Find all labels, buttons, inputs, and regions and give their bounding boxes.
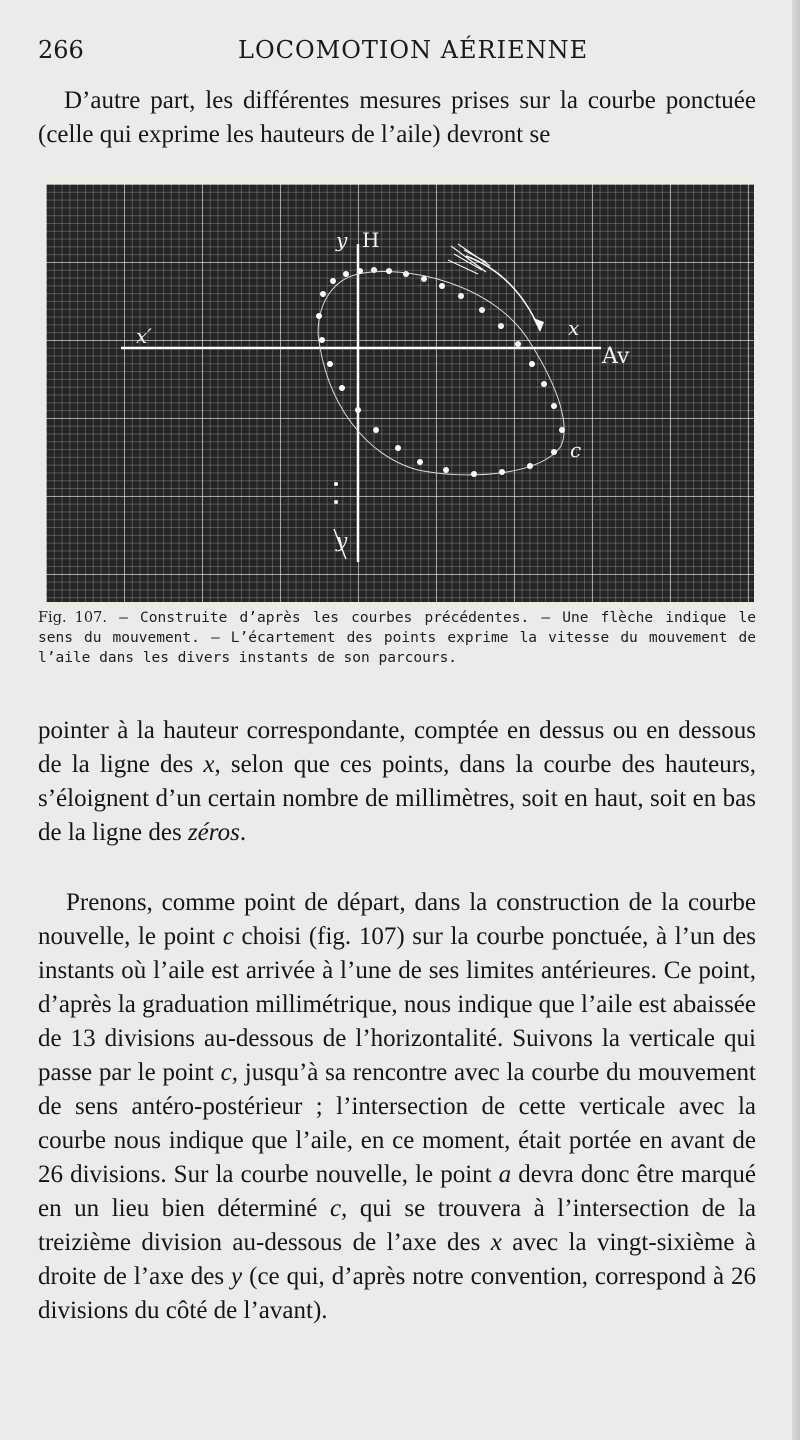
label-y-bottom: y xyxy=(336,528,348,552)
curve-dot xyxy=(479,307,485,313)
main-p1: Prenons, comme point de départ, dans la construction de la courbe nouvelle, le point xyxy=(38,889,756,950)
curve-dot xyxy=(498,323,504,329)
curve-dot xyxy=(551,449,557,455)
figure-107 xyxy=(46,184,754,602)
main-v3: a xyxy=(498,1161,512,1188)
curve-dot xyxy=(357,268,363,274)
page-number: 266 xyxy=(38,36,84,64)
main-v5: x xyxy=(490,1229,502,1256)
main-p4: devra donc être marqué en un lieu bien déterminé xyxy=(38,1161,756,1222)
curve-dot xyxy=(421,276,427,282)
label-h: H xyxy=(362,228,380,252)
curve-dot xyxy=(515,341,521,347)
main-v2: c, xyxy=(220,1059,239,1086)
main-v4: c, xyxy=(329,1195,348,1222)
label-x-left: x′ xyxy=(136,324,152,348)
main-p5: qui se trouvera à l’intersection de la treizième division au-dessous de l’axe des xyxy=(38,1195,756,1256)
label-y-top: y xyxy=(336,228,348,252)
curve-dot xyxy=(458,293,464,299)
mid-part2: , selon que ces points, dans la courbe des hauteurs, s’éloignent d’un certain nombre de millimètres, soit en haut, soit en bas de la ligne des xyxy=(38,751,756,846)
running-title: LOCOMOTION AÉRIENNE xyxy=(238,36,589,64)
mid-var1: x xyxy=(203,751,215,778)
axis-mark xyxy=(334,482,338,486)
curve-dot xyxy=(417,459,423,465)
page-edge xyxy=(792,0,800,1440)
main-v6: y xyxy=(231,1263,243,1290)
curve-dot xyxy=(541,381,547,387)
caption-text: — Construite d’après les courbes précédentes. — Une flèche indique le sens du mouvement. — L’écartement des points exprime la vitesse du mouvement de l’aile dans les divers instants de son parcours. xyxy=(38,610,756,666)
main-p3: jusqu’à sa rencontre avec la courbe du mouvement de sens antéro-postérieur ; l’intersection de cette verticale avec la courbe nous indique que l’aile, en ce moment, était portée en avant de 26 divisions. Sur la courbe nouvelle, le point xyxy=(38,1059,756,1188)
axis-marks xyxy=(334,482,338,504)
label-av: Av xyxy=(602,344,630,369)
main-p2: choisi (fig. 107) sur la courbe ponctuée, à l’un des instants où l’aile est arrivée à l’une de ses limites antérieures. Ce point, d’après la graduation millimétrique, nous indique que l’aile est abaissée de 13 divisions au-dessous de l’horizontalité. Suivons la verticale qui passe par le point xyxy=(38,923,756,1086)
curve-dot xyxy=(327,361,333,367)
mid-part1: pointer à la hauteur correspondante, comptée en dessus ou en dessous de la ligne des xyxy=(38,717,756,778)
curve-dot xyxy=(529,361,535,367)
arrow-head xyxy=(533,318,544,332)
paragraph-mid xyxy=(38,714,756,850)
curve-dot xyxy=(373,427,379,433)
main-p7: (ce qui, d’après notre convention, correspond à 26 divisions du côté de l’avant). xyxy=(38,1263,756,1324)
curve-dot xyxy=(316,313,322,319)
figure-caption xyxy=(38,608,756,668)
mid-var2: zéros xyxy=(187,819,240,846)
curve-dot xyxy=(330,278,336,284)
curve-dot xyxy=(339,385,345,391)
curve-dot xyxy=(471,471,477,477)
curve-dot xyxy=(395,445,401,451)
axis-mark xyxy=(334,500,338,504)
curve-dot xyxy=(443,467,449,473)
main-p6: avec la vingt-sixième à droite de l’axe des xyxy=(38,1229,756,1290)
curve-dot xyxy=(559,427,565,433)
caption-lead: Fig. 107. xyxy=(38,610,107,626)
trajectory-curve xyxy=(318,272,564,475)
paragraph-main xyxy=(38,886,756,1328)
curve-dot xyxy=(355,407,361,413)
label-x-right: x xyxy=(568,316,580,340)
wing-sketch-icon xyxy=(448,244,490,274)
mid-part3: . xyxy=(239,819,247,846)
curve-dot xyxy=(439,283,445,289)
curve-dot xyxy=(551,403,557,409)
figure-drawing xyxy=(46,184,754,602)
paragraph-top: D’autre part, les différentes mesures prises sur la courbe ponctuée (celle qui exprime les hauteurs de l’aile) devront se xyxy=(38,87,756,148)
curve-dot xyxy=(386,268,392,274)
page-header xyxy=(38,36,758,72)
curve-dot xyxy=(403,271,409,277)
main-v1: c xyxy=(222,923,234,950)
curve-dots xyxy=(316,267,565,477)
curve-dot xyxy=(499,469,505,475)
curve-dot xyxy=(320,291,326,297)
curve-dot xyxy=(371,267,377,273)
curve-dot xyxy=(319,337,325,343)
curve-dot xyxy=(527,463,533,469)
label-c: c xyxy=(570,438,582,462)
curve-dot xyxy=(343,271,349,277)
